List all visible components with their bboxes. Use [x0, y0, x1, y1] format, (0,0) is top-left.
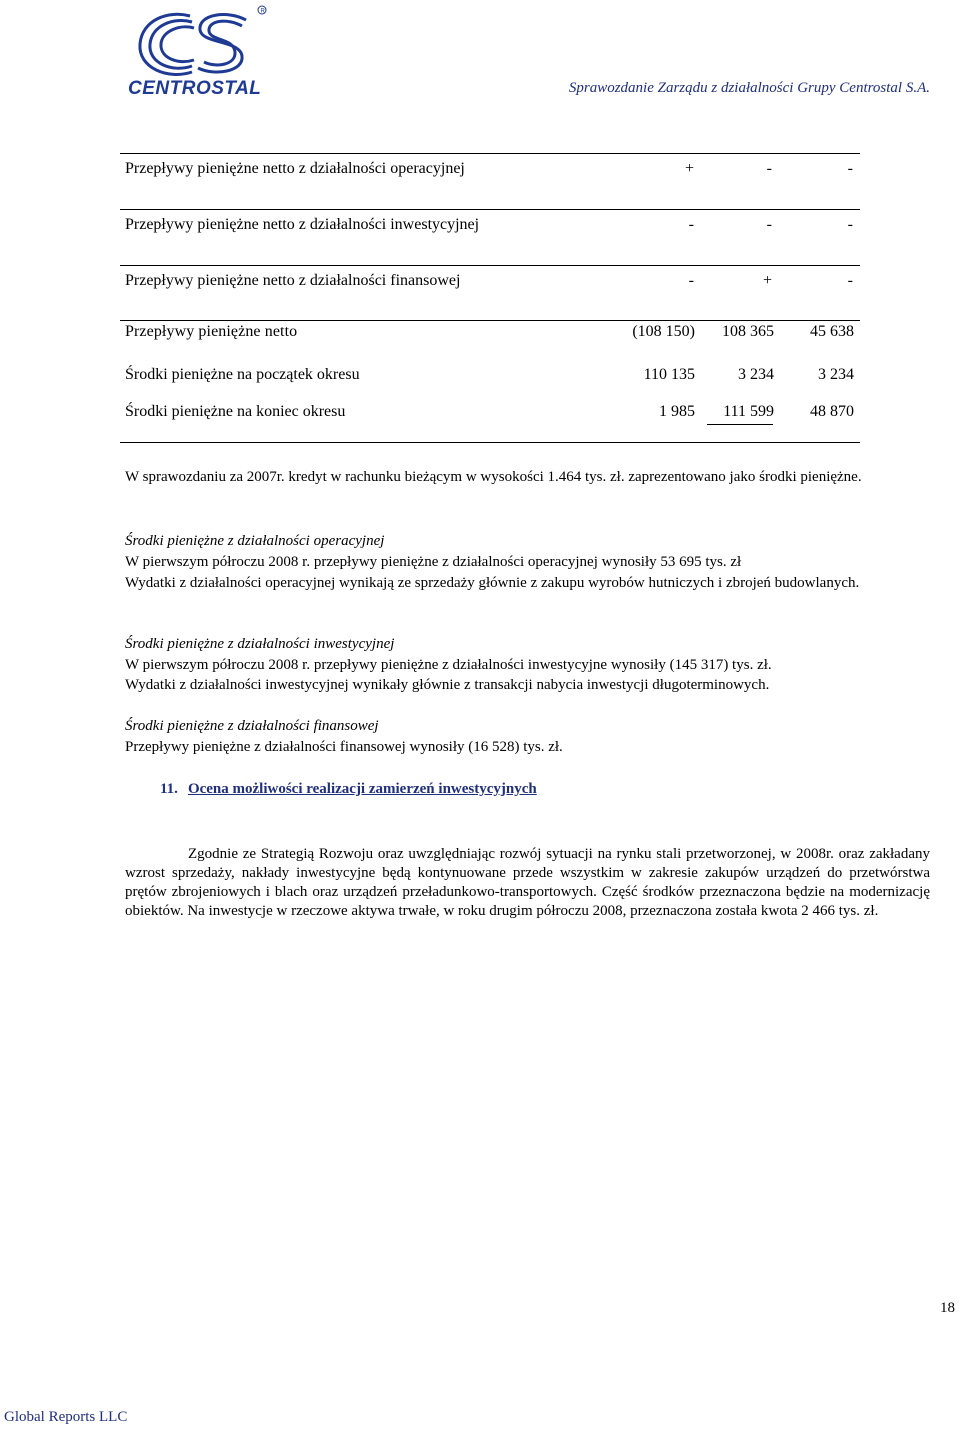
financing-line: Przepływy pieniężne z działalności finansowej wynosiły (16 528) tys. zł.: [125, 739, 563, 755]
row-value-1: -: [688, 216, 694, 233]
operating-line: W pierwszym półroczu 2008 r. przepływy pieniężne z działalności operacyjnej wynosiły 53 695 tys. zł: [125, 554, 742, 570]
investing-heading: Środki pieniężne z działalności inwestycyjnej: [125, 636, 395, 652]
logo-wordmark: CENTROSTAL: [128, 78, 262, 99]
table-row: [125, 366, 860, 386]
table-rule: [120, 209, 860, 210]
row-value-2: 108 365: [722, 323, 774, 340]
row-value-3: 3 234: [818, 366, 854, 383]
row-value-2: -: [766, 216, 772, 233]
row-value-1: 1 985: [659, 403, 695, 420]
value-underline: [707, 424, 773, 425]
row-value-1: 110 135: [643, 366, 695, 383]
table-rule-bottom: [120, 442, 860, 443]
row-label: Przepływy pieniężne netto z działalności inwestycyjnej: [125, 216, 480, 233]
section-heading: [160, 781, 537, 798]
financing-heading: Środki pieniężne z działalności finansowej: [125, 718, 379, 734]
table-row: [125, 272, 860, 292]
row-value-3: 45 638: [810, 323, 854, 340]
investing-expenses: Wydatki z działalności inwestycyjnej wynikały głównie z transakcji nabycia inwestycji długoterminowych.: [125, 677, 770, 693]
table-row: [125, 403, 860, 423]
svg-text:R: R: [260, 8, 265, 15]
row-label: Środki pieniężne na początek okresu: [125, 366, 360, 383]
table-rule-top: [120, 153, 860, 154]
row-value-3: 48 870: [810, 403, 854, 420]
row-value-3: -: [847, 216, 853, 233]
operating-heading: Środki pieniężne z działalności operacyjnej: [125, 533, 385, 549]
row-value-1: +: [684, 160, 694, 177]
investing-line: W pierwszym półroczu 2008 r. przepływy pieniężne z działalności inwestycyjne wynosiły (145 317) tys. zł.: [125, 657, 772, 673]
row-value-2: +: [762, 272, 772, 289]
section-title: Ocena możliwości realizacji zamierzeń inwestycyjnych: [187, 781, 537, 797]
row-label: Przepływy pieniężne netto z działalności finansowej: [125, 272, 461, 289]
row-value-1: -: [688, 272, 694, 289]
row-value-2: -: [766, 160, 772, 177]
footer-publisher: Global Reports LLC: [4, 1409, 128, 1425]
section-number: 11.: [160, 781, 178, 797]
row-value-2: 3 234: [738, 366, 774, 383]
row-value-2: 111 599: [723, 403, 774, 420]
note-paragraph: W sprawozdaniu za 2007r. kredyt w rachunku bieżącym w wysokości 1.464 tys. zł. zaprezentowano jako środki pieniężne.: [125, 469, 862, 485]
table-row-total: [125, 323, 860, 343]
row-label: Środki pieniężne na koniec okresu: [125, 403, 346, 420]
table-rule: [120, 265, 860, 266]
table-rule: [120, 320, 860, 321]
row-label: Przepływy pieniężne netto z działalności operacyjnej: [125, 160, 465, 177]
table-row: [125, 160, 860, 180]
section-paragraph: Zgodnie ze Strategią Rozwoju oraz uwzględniając rozwój sytuacji na rynku stali przetworzonej, w 2008r. oraz zakładany wzrost sprzedaży, nakłady inwestycyjne będą kontynuowane przede wszystkim w zakresie zakupów urządzeń do przetwórstwa prętów zbrojeniowych i blach oraz urządzeń przeładunkowo-transportowych. Część środków przeznaczona będzie na modernizację obiektów. Na inwestycje w rzeczowe aktywa trwałe, w roku drugim półroczu 2008, przeznaczona została kwota 2 466 tys. zł.: [125, 846, 930, 919]
operating-expenses: Wydatki z działalności operacyjnej wynikają ze sprzedaży głównie z zakupu wyrobów hutniczych i zbrojeń budowlanych.: [125, 575, 860, 591]
row-value-1: (108 150): [632, 323, 695, 340]
row-value-3: -: [847, 272, 853, 289]
document-header-title: Sprawozdanie Zarządu z działalności Grupy Centrostal S.A.: [568, 80, 930, 96]
table-row: [125, 216, 860, 236]
row-value-3: -: [847, 160, 853, 177]
page-number: 18: [940, 1300, 955, 1316]
row-label: Przepływy pieniężne netto: [125, 323, 298, 340]
